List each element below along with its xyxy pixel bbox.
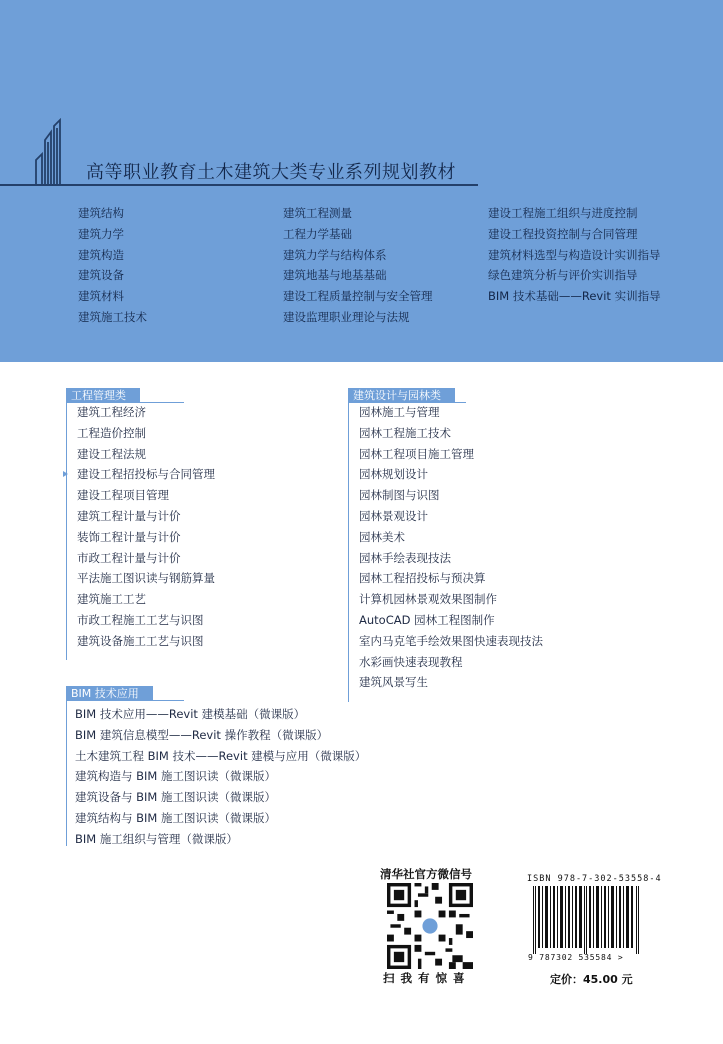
section-list (66, 704, 366, 850)
series-book: 建筑结构 (78, 206, 124, 220)
series-book: BIM 技术基础——Revit 实训指导 (488, 289, 661, 304)
list-item: 建筑风景写生 (359, 675, 428, 690)
list-item: 计算机园林景观效果图制作 (359, 592, 497, 607)
series-book: 建设工程施工组织与进度控制 (488, 206, 638, 220)
wechat-caption: 扫我有惊喜 (383, 971, 471, 985)
section-design (348, 388, 543, 693)
series-banner (0, 0, 723, 362)
list-item (77, 464, 215, 485)
section-title: 建筑设计与园林类 (348, 388, 455, 403)
list-item: 建筑结构与 BIM 施工图识读（微课版） (75, 810, 277, 825)
list-item: 室内马克笔手绘效果图快速表现技法 (359, 633, 543, 648)
list-item: 园林美术 (359, 529, 405, 544)
list-item: 园林手绘表现技法 (359, 550, 451, 565)
series-book: 绿色建筑分析与评价实训指导 (488, 268, 638, 283)
list-item: 建筑构造与 BIM 施工图识读（微课版） (75, 769, 277, 784)
list-item: 园林工程招投标与预决算 (359, 571, 486, 586)
section-side-rule (66, 700, 67, 846)
list-item: 园林工程项目施工管理 (359, 446, 474, 461)
series-book: 建设监理职业理论与法规 (283, 309, 410, 324)
series-book: 建筑力学 (78, 226, 124, 241)
list-item: 市政工程计量与计价 (77, 550, 181, 565)
series-column-3 (488, 203, 661, 307)
qr-code-icon[interactable] (387, 883, 473, 969)
series-title: 高等职业教育土木建筑大类专业系列规划教材 (86, 162, 456, 183)
list-item: AutoCAD 园林工程图制作 (359, 612, 495, 627)
barcode-icon (533, 886, 641, 954)
building-logo-icon (30, 118, 72, 188)
section-management (66, 388, 215, 652)
section-title: BIM 技术应用 (66, 686, 153, 701)
series-column-2 (283, 203, 433, 328)
series-book: 建筑施工技术 (78, 309, 147, 324)
section-list (66, 402, 215, 652)
series-book: 建设工程质量控制与安全管理 (283, 289, 433, 304)
wechat-title: 清华社官方微信号 (380, 867, 472, 881)
isbn-text: ISBN 978-7-302-53558-4 (527, 874, 662, 884)
section-bim (66, 686, 366, 850)
list-item: 水彩画快速表现教程 (359, 654, 463, 669)
list-item-label: 建设工程招投标与合同管理 (77, 467, 215, 482)
series-book: 建筑材料 (78, 289, 124, 304)
barcode-digits: 9 787302 535584 > (528, 953, 624, 962)
list-item: 园林规划设计 (359, 467, 428, 482)
series-column-1 (78, 203, 147, 328)
list-item: 建筑工程计量与计价 (77, 508, 181, 523)
list-item: 建筑工程经济 (77, 405, 146, 419)
list-item: 园林施工与管理 (359, 405, 440, 419)
triangle-marker-icon (63, 471, 68, 477)
series-book: 建筑设备 (78, 268, 124, 283)
series-book: 建筑工程测量 (283, 206, 352, 220)
list-item: 建筑施工工艺 (77, 592, 146, 607)
series-book: 建筑构造 (78, 247, 124, 262)
list-item: 园林工程施工技术 (359, 425, 451, 440)
series-title-rule (0, 184, 478, 186)
section-list (348, 402, 543, 693)
list-item: BIM 技术应用——Revit 建模基础（微课版） (75, 707, 306, 721)
list-item: 市政工程施工工艺与识图 (77, 612, 204, 627)
list-item: 建筑设备施工工艺与识图 (77, 633, 204, 648)
section-side-rule (348, 402, 349, 702)
section-title: 工程管理类 (66, 388, 140, 403)
list-item: 园林制图与识图 (359, 488, 440, 503)
series-book: 建筑力学与结构体系 (283, 247, 387, 262)
list-item: 装饰工程计量与计价 (77, 529, 181, 544)
series-book: 建设工程投资控制与合同管理 (488, 226, 638, 241)
price-label: 定价：45.00 元 (550, 973, 633, 986)
list-item: 建设工程项目管理 (77, 488, 169, 503)
list-item: 土木建筑工程 BIM 技术——Revit 建模与应用（微课版） (75, 748, 367, 763)
series-book: 建筑地基与地基基础 (283, 268, 387, 283)
list-item: 工程造价控制 (77, 425, 146, 440)
list-item: 建筑设备与 BIM 施工图识读（微课版） (75, 790, 277, 805)
list-item: 建设工程法规 (77, 446, 146, 461)
section-side-rule (66, 402, 67, 660)
list-item: BIM 施工组织与管理（微课版） (75, 831, 238, 846)
list-item: 园林景观设计 (359, 508, 428, 523)
list-item: BIM 建筑信息模型——Revit 操作教程（微课版） (75, 727, 329, 742)
series-book: 建筑材料选型与构造设计实训指导 (488, 247, 661, 262)
list-item: 平法施工图识读与钢筋算量 (77, 571, 215, 586)
series-book: 工程力学基础 (283, 226, 352, 241)
